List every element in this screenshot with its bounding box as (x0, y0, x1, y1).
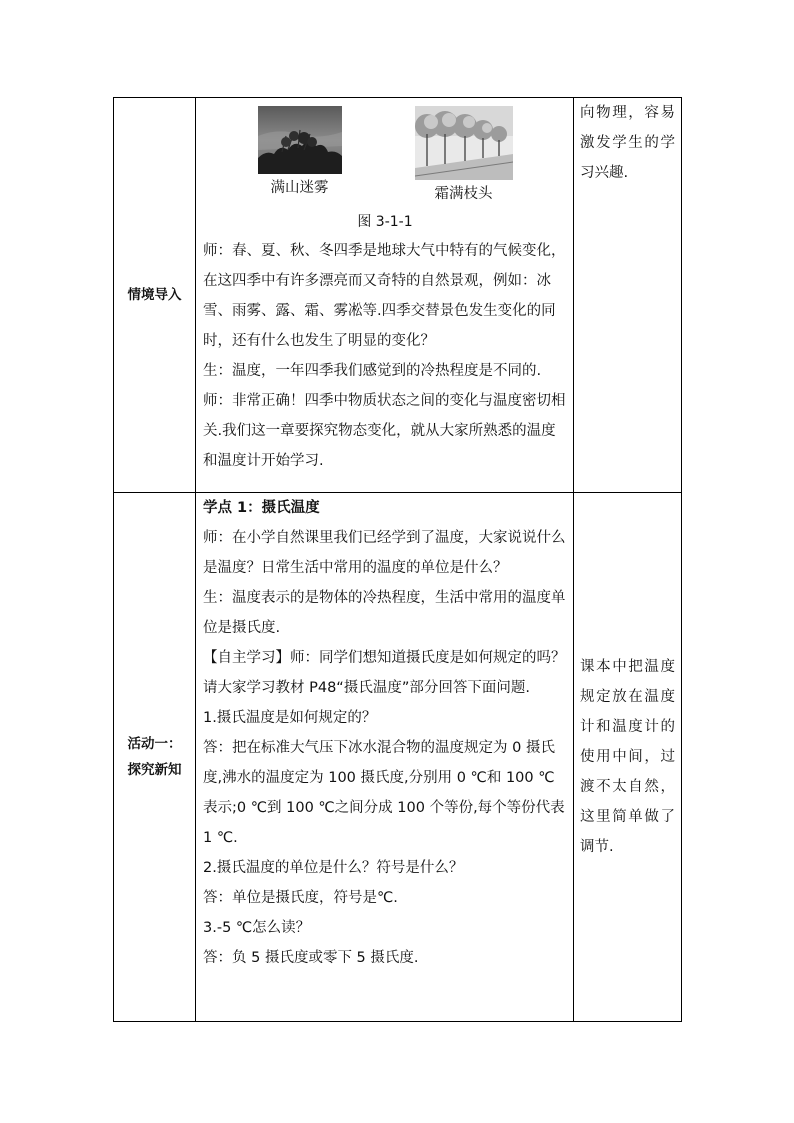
activity-label-line1: 活动一： (127, 736, 182, 752)
activity-paragraph: 生：温度表示的是物体的冷热程度，生活中常用的温度单位是摄氏度. (203, 590, 566, 636)
activity-note: 课本中把温度规定放在温度计和温度计的使用中间，过渡不太自然，这里简单做了调节. (580, 659, 675, 855)
activity-paragraph: 2.摄氏温度的单位是什么？符号是什么？ (203, 860, 464, 876)
activity-paragraph: 答：负 5 摄氏度或零下 5 摄氏度. (203, 950, 419, 966)
intro-label: 情境导入 (127, 287, 182, 303)
figure-frosted-trees (415, 106, 513, 208)
lesson-plan-table (113, 97, 682, 1022)
activity-paragraph: 答：把在标准大气压下冰水混合物的温度规定为 0 摄氏度,沸水的温度定为 100 摄氏度,分别用 0 ℃和 100 ℃表示;0 ℃到 100 ℃之间分成 100 个等份,每个等份代表 1 ℃. (203, 740, 565, 846)
figure-caption-1: 满山迷雾 (270, 180, 329, 196)
activity-paragraph: 1.摄氏温度是如何规定的？ (203, 710, 377, 726)
frosted-trees-photo (415, 106, 513, 180)
intro-note: 向物理，容易激发学生的学习兴趣. (580, 105, 675, 181)
figure-misty-mountain (258, 106, 342, 208)
activity-paragraph: 3.-5 ℃怎么读？ (203, 920, 311, 936)
intro-paragraph: 生：温度，一年四季我们感觉到的冷热程度是不同的. (203, 363, 542, 379)
activity-paragraph: 师：在小学自然课里我们已经学到了温度，大家说说什么是温度？日常生活中常用的温度的单位是什么？ (203, 530, 566, 576)
intro-row (114, 98, 682, 493)
activity-label-line2: 探究新知 (127, 762, 182, 778)
intro-paragraph: 师：非常正确！四季中物质状态之间的变化与温度密切相关.我们这一章要探究物态变化，就从大家所熟悉的温度和温度计开始学习. (203, 393, 566, 469)
intro-note-cell (574, 98, 682, 493)
figure-caption-2: 霜满枝头 (434, 186, 493, 202)
figure-row (203, 98, 567, 208)
activity-paragraph: 答：单位是摄氏度，符号是℃. (203, 890, 398, 906)
row-label-intro (114, 98, 196, 493)
misty-mountain-photo (258, 106, 342, 174)
activity-content (196, 493, 574, 1022)
figure-number: 图 3-1-1 (357, 214, 413, 230)
section-heading: 学点 1：摄氏温度 (203, 500, 320, 516)
activity-note-cell (574, 493, 682, 1022)
activity-paragraph: 【自主学习】师：同学们想知道摄氏度是如何规定的吗？请大家学习教材 P48“摄氏温度”部分回答下面问题. (203, 650, 566, 696)
intro-content (196, 98, 574, 493)
activity-row (114, 493, 682, 1022)
intro-paragraph: 师：春、夏、秋、冬四季是地球大气中特有的气候变化，在这四季中有许多漂亮而又奇特的自然景观，例如：冰雪、雨雾、露、霜、雾凇等.四季交替景色发生变化的同时，还有什么也发生了明显的变化？ (203, 243, 566, 349)
row-label-activity (114, 493, 196, 1022)
